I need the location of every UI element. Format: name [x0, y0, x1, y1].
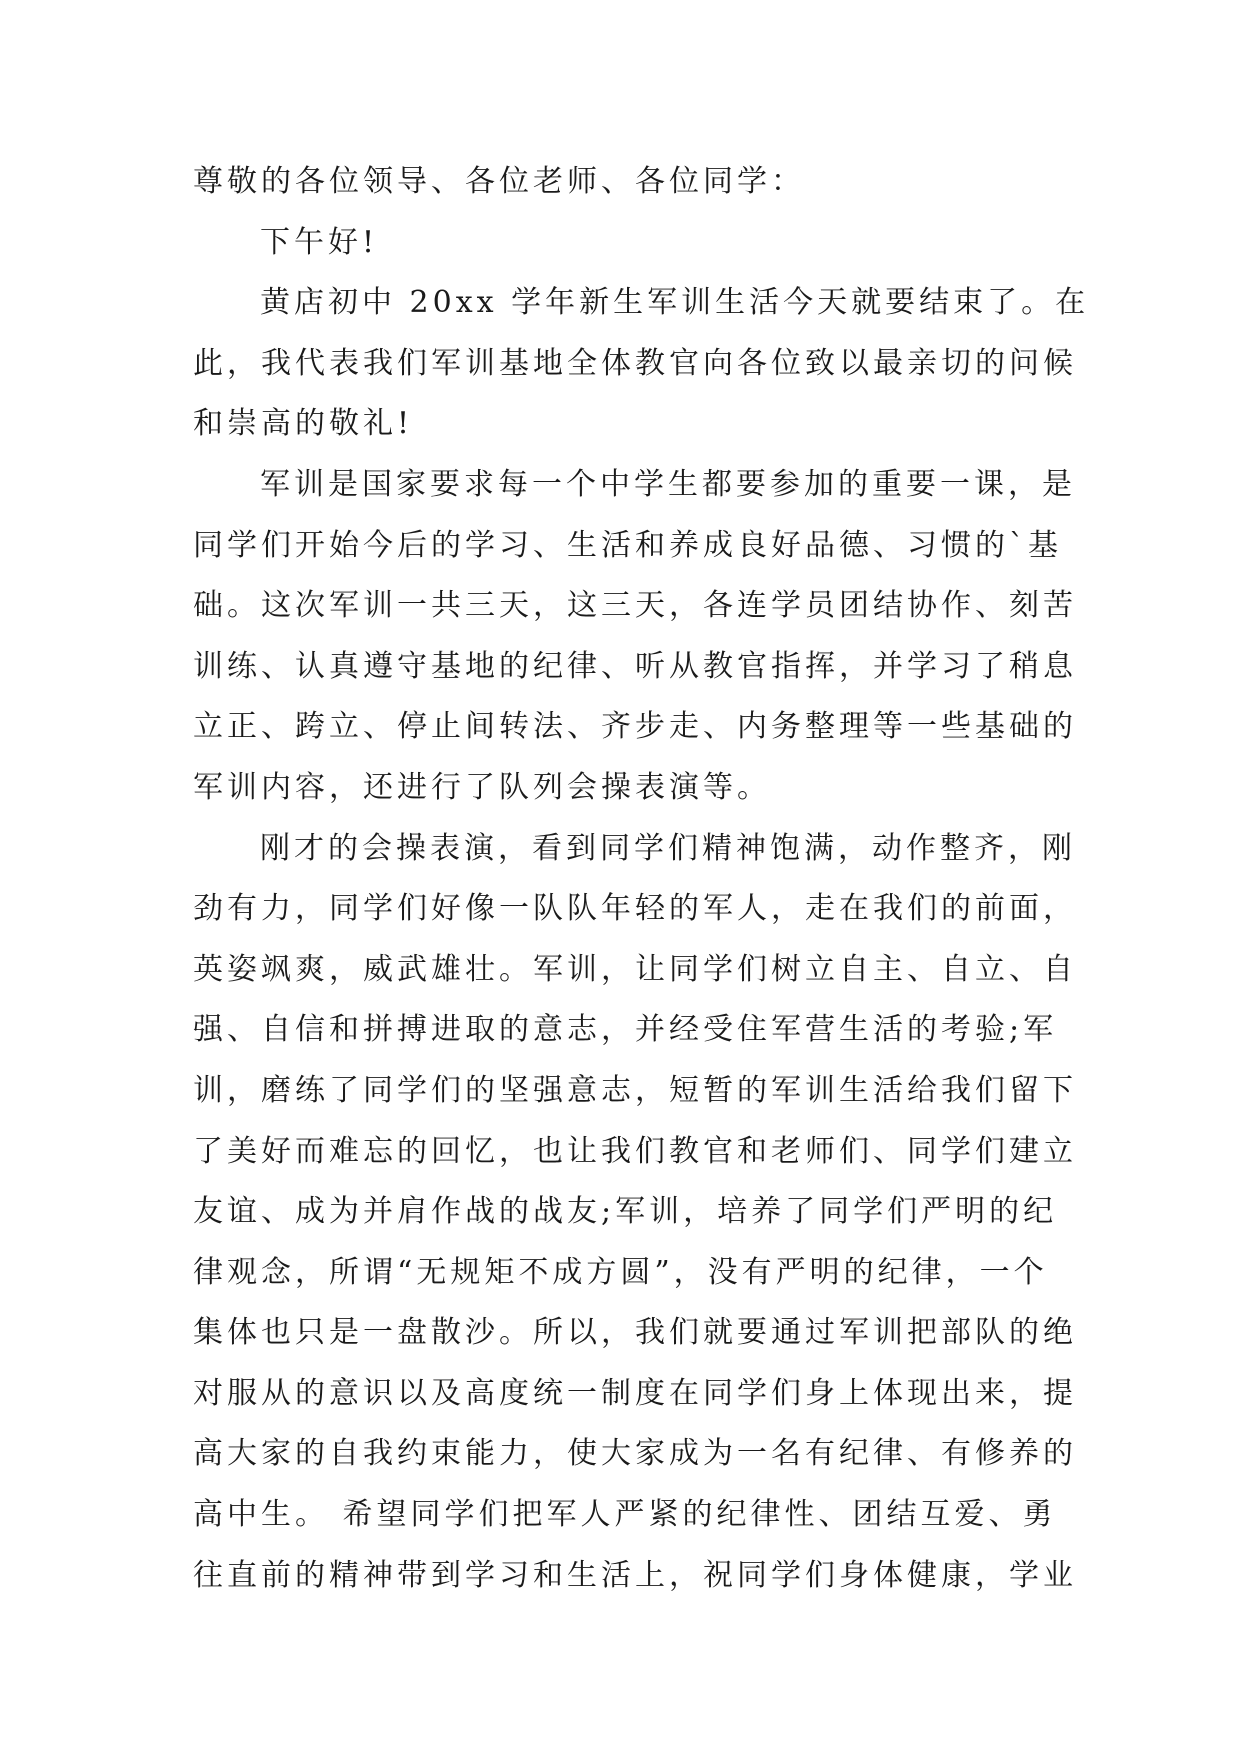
text-line: 高中生。 希望同学们把军人严紧的纪律性、团结互爱、勇 [193, 1497, 1057, 1533]
text-line: 集体也只是一盘散沙。所以，我们就要通过军训把部队的绝 [193, 1315, 1077, 1351]
text-line: 同学们开始今后的学习、生活和养成良好品德、习惯的`基 [193, 527, 1062, 563]
text-line: 对服从的意识以及高度统一制度在同学们身上体现出来，提 [193, 1375, 1077, 1411]
text-line: 刚才的会操表演，看到同学们精神饱满，动作整齐，刚 [260, 830, 1076, 866]
text-line: 律观念，所谓“无规矩不成方圆”，没有严明的纪律，一个 [193, 1254, 1048, 1290]
text-line: 高大家的自我约束能力，使大家成为一名有纪律、有修养的 [193, 1436, 1077, 1472]
text-line: 军训内容，还进行了队列会操表演等。 [193, 769, 771, 805]
text-line: 础。这次军训一共三天，这三天，各连学员团结协作、刻苦 [193, 588, 1077, 624]
text-line: 英姿飒爽，威武雄壮。军训，让同学们树立自主、自立、自 [193, 951, 1077, 987]
text-line: 立正、跨立、停止间转法、齐步走、内务整理等一些基础的 [193, 709, 1077, 745]
text-line: 和崇高的敬礼! [193, 406, 414, 442]
text-line: 训，磨练了同学们的坚强意志，短暂的军训生活给我们留下 [193, 1072, 1077, 1108]
text-line: 黄店初中 20xx 学年新生军训生活今天就要结束了。在 [260, 285, 1090, 321]
text-line: 此，我代表我们军训基地全体教官向各位致以最亲切的问候 [193, 345, 1077, 381]
document-body [193, 152, 1090, 1606]
text-line: 了美好而难忘的回忆，也让我们教官和老师们、同学们建立 [193, 1133, 1077, 1169]
text-line: 友谊、成为并肩作战的战友;军训，培养了同学们严明的纪 [193, 1194, 1058, 1230]
text-line: 劲有力，同学们好像一队队年轻的军人，走在我们的前面， [193, 891, 1077, 927]
greeting-line: 下午好! [260, 224, 379, 260]
text-line: 军训是国家要求每一个中学生都要参加的重要一课，是 [260, 466, 1076, 502]
text-line: 训练、认真遵守基地的纪律、听从教官指挥，并学习了稍息 [193, 648, 1077, 684]
salutation-line: 尊敬的各位领导、各位老师、各位同学： [193, 164, 805, 199]
text-line: 往直前的精神带到学习和生活上，祝同学们身体健康，学业 [193, 1557, 1077, 1593]
text-line: 强、自信和拼搏进取的意志，并经受住军营生活的考验;军 [193, 1012, 1058, 1048]
